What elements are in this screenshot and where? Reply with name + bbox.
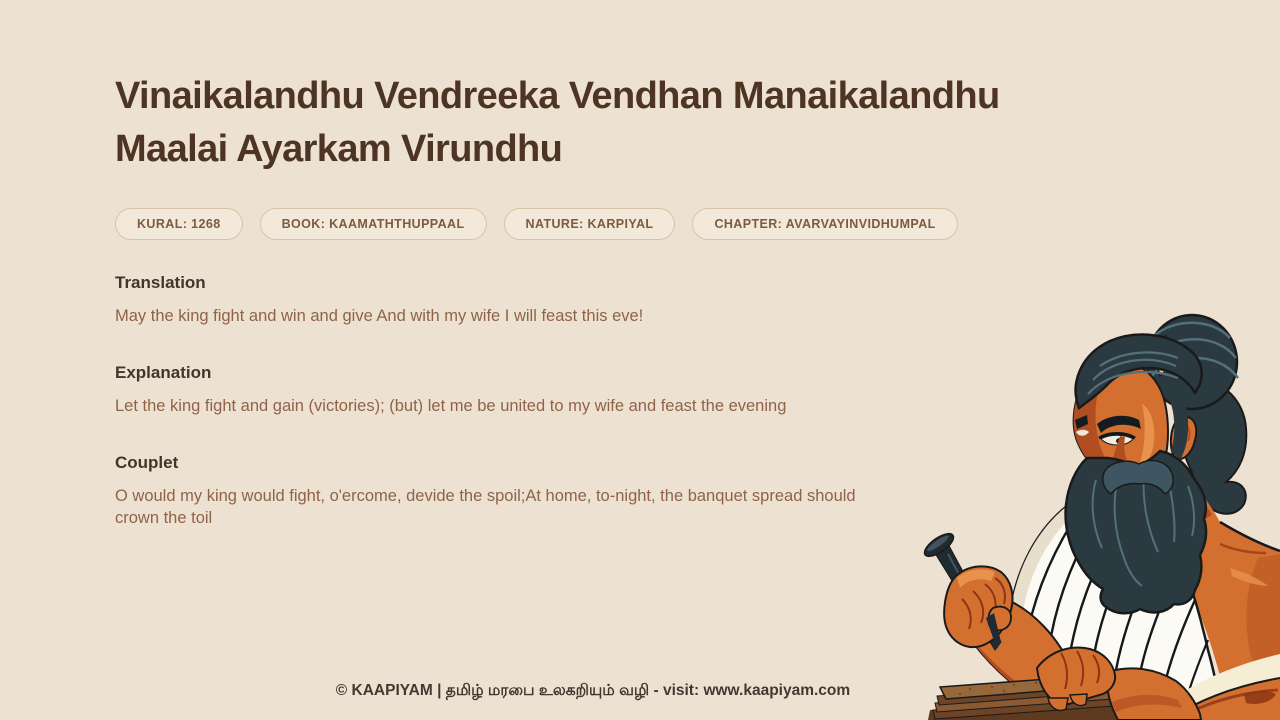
thiruvalluvar-writing-illustration xyxy=(900,310,1280,720)
footer-credit: © KAAPIYAM | தமிழ் மரபை உலகறியும் வழி - visit: www.kaapiyam.com xyxy=(335,682,851,699)
explanation-text: Let the king fight and gain (victories); (but) let me be united to my wife and feast the evening xyxy=(115,397,787,415)
badge-nature: NATURE: KARPIYAL xyxy=(504,208,676,240)
badge-chapter: CHAPTER: AVARVAYINVIDHUMPAL xyxy=(692,208,957,240)
explanation-heading: Explanation xyxy=(115,363,212,382)
page-title-line-1: Vinaikalandhu Vendreeka Vendhan Manaikalandhu xyxy=(115,75,1000,117)
page-title xyxy=(115,0,1071,176)
metadata-badges xyxy=(115,208,1071,240)
badge-kural-number: KURAL: 1268 xyxy=(115,208,243,240)
badge-book: BOOK: KAAMATHTHUPPAAL xyxy=(260,208,487,240)
translation-text: May the king fight and win and give And with my wife I will feast this eve! xyxy=(115,307,644,325)
translation-heading: Translation xyxy=(115,273,206,292)
couplet-heading: Couplet xyxy=(115,453,179,472)
page-title-line-2: Maalai Ayarkam Virundhu xyxy=(115,128,563,170)
couplet-text: O would my king would fight, o'ercome, devide the spoil;At home, to-night, the banquet spread should crown the toil xyxy=(115,487,856,527)
